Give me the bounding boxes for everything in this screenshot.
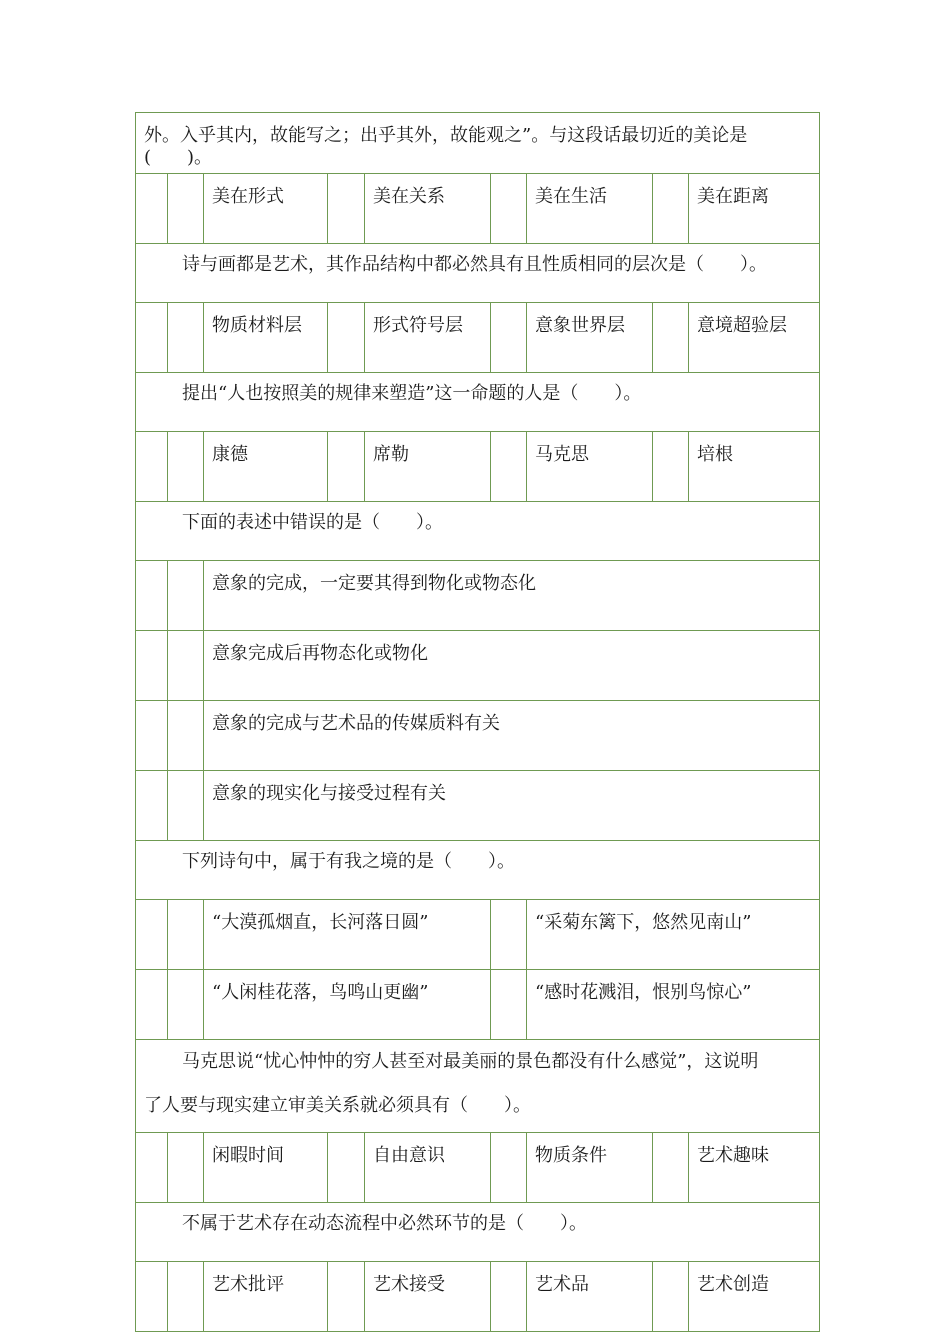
option-a: 物质材料层 <box>204 303 328 373</box>
question-row <box>136 841 820 900</box>
option-c: 美在生活 <box>527 174 653 244</box>
option-a: 康德 <box>204 432 328 502</box>
question-stem-line2: 了人要与现实建立审美关系就必须具有（ ）。 <box>144 1095 531 1116</box>
option-marker-cell[interactable] <box>491 1262 527 1332</box>
option-row <box>136 1133 820 1203</box>
answer-cell[interactable] <box>136 432 168 502</box>
answer-cell[interactable] <box>136 1262 168 1332</box>
option-row <box>136 900 820 970</box>
option-c: “人闲桂花落，鸟鸣山更幽” <box>204 970 491 1040</box>
answer-cell[interactable] <box>136 900 168 970</box>
option-row <box>136 561 820 631</box>
option-d: 美在距离 <box>689 174 820 244</box>
option-d: 意境超验层 <box>689 303 820 373</box>
question-table <box>135 112 820 1332</box>
option-b: 意象完成后再物态化或物化 <box>204 631 820 701</box>
option-marker-cell[interactable] <box>168 174 204 244</box>
exam-sheet <box>135 112 819 1332</box>
option-row <box>136 970 820 1040</box>
option-marker-cell[interactable] <box>491 432 527 502</box>
option-b: 席勒 <box>365 432 491 502</box>
question-row <box>136 244 820 303</box>
answer-cell[interactable] <box>136 701 168 771</box>
question-stem-line1: 马克思说“忧心忡忡的穷人甚至对最美丽的景色都没有什么感觉”，这说明 <box>182 1051 759 1072</box>
option-marker-cell[interactable] <box>491 174 527 244</box>
answer-cell[interactable] <box>136 970 168 1040</box>
option-a: “大漠孤烟直，长河落日圆” <box>204 900 491 970</box>
option-a: 意象的完成，一定要其得到物化或物态化 <box>204 561 820 631</box>
question-stem: 下面的表述中错误的是（ ）。 <box>136 502 820 561</box>
question-stem: 外。入乎其内，故能写之；出乎其外，故能观之”。与这段话最切近的美论是( )。 <box>136 113 820 174</box>
option-a: 美在形式 <box>204 174 328 244</box>
option-marker-cell[interactable] <box>653 432 689 502</box>
question-row <box>136 113 820 174</box>
question-row <box>136 1040 820 1133</box>
option-marker-cell[interactable] <box>328 1133 365 1203</box>
question-row <box>136 1203 820 1262</box>
answer-cell[interactable] <box>136 631 168 701</box>
answer-cell[interactable] <box>136 174 168 244</box>
answer-cell[interactable] <box>136 303 168 373</box>
question-stem <box>136 1040 820 1133</box>
option-b: 自由意识 <box>365 1133 491 1203</box>
option-marker-cell[interactable] <box>168 970 204 1040</box>
question-row <box>136 373 820 432</box>
option-marker-cell[interactable] <box>653 1262 689 1332</box>
option-marker-cell[interactable] <box>168 432 204 502</box>
question-stem: 下列诗句中，属于有我之境的是（ ）。 <box>136 841 820 900</box>
option-c: 物质条件 <box>527 1133 653 1203</box>
option-marker-cell[interactable] <box>168 900 204 970</box>
option-row <box>136 701 820 771</box>
option-b: “采菊东篱下，悠然见南山” <box>527 900 820 970</box>
option-marker-cell[interactable] <box>168 1262 204 1332</box>
option-marker-cell[interactable] <box>168 303 204 373</box>
option-row <box>136 631 820 701</box>
option-marker-cell[interactable] <box>328 1262 365 1332</box>
question-stem: 不属于艺术存在动态流程中必然环节的是（ ）。 <box>136 1203 820 1262</box>
option-marker-cell[interactable] <box>491 970 527 1040</box>
option-row <box>136 1262 820 1332</box>
answer-cell[interactable] <box>136 561 168 631</box>
option-row <box>136 432 820 502</box>
option-marker-cell[interactable] <box>328 303 365 373</box>
option-d: 意象的现实化与接受过程有关 <box>204 771 820 841</box>
question-row <box>136 502 820 561</box>
option-b: 形式符号层 <box>365 303 491 373</box>
option-marker-cell[interactable] <box>168 631 204 701</box>
option-c: 意象世界层 <box>527 303 653 373</box>
option-a: 闲暇时间 <box>204 1133 328 1203</box>
option-marker-cell[interactable] <box>653 174 689 244</box>
option-d: 艺术趣味 <box>689 1133 820 1203</box>
option-marker-cell[interactable] <box>168 561 204 631</box>
option-marker-cell[interactable] <box>328 174 365 244</box>
option-a: 艺术批评 <box>204 1262 328 1332</box>
option-marker-cell[interactable] <box>328 432 365 502</box>
option-row <box>136 174 820 244</box>
option-row <box>136 771 820 841</box>
option-c: 马克思 <box>527 432 653 502</box>
option-marker-cell[interactable] <box>653 1133 689 1203</box>
option-marker-cell[interactable] <box>168 771 204 841</box>
question-stem: 诗与画都是艺术，其作品结构中都必然具有且性质相同的层次是（ ）。 <box>136 244 820 303</box>
option-marker-cell[interactable] <box>491 1133 527 1203</box>
option-marker-cell[interactable] <box>491 303 527 373</box>
option-marker-cell[interactable] <box>491 900 527 970</box>
answer-cell[interactable] <box>136 771 168 841</box>
option-d: 培根 <box>689 432 820 502</box>
option-marker-cell[interactable] <box>168 1133 204 1203</box>
option-b: 美在关系 <box>365 174 491 244</box>
option-marker-cell[interactable] <box>168 701 204 771</box>
answer-cell[interactable] <box>136 1133 168 1203</box>
option-d: 艺术创造 <box>689 1262 820 1332</box>
question-stem: 提出“人也按照美的规律来塑造”这一命题的人是（ ）。 <box>136 373 820 432</box>
option-b: 艺术接受 <box>365 1262 491 1332</box>
option-d: “感时花溅泪，恨别鸟惊心” <box>527 970 820 1040</box>
option-row <box>136 303 820 373</box>
option-marker-cell[interactable] <box>653 303 689 373</box>
option-c: 艺术品 <box>527 1262 653 1332</box>
option-c: 意象的完成与艺术品的传媒质料有关 <box>204 701 820 771</box>
